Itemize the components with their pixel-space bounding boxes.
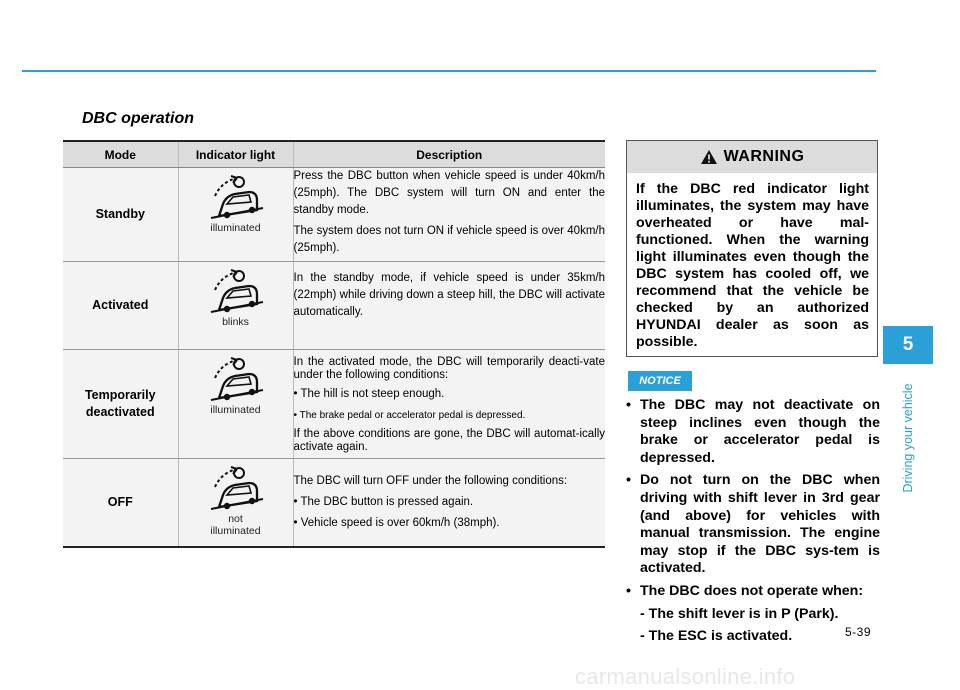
description-text: • The brake pedal or accelerator pedal is depressed.	[293, 410, 526, 421]
table-row	[63, 168, 605, 262]
description-text: • The hill is not steep enough.	[293, 388, 445, 400]
header-description: Description	[293, 141, 605, 168]
section-title: DBC operation	[82, 110, 194, 127]
description-text: Press the DBC button when vehicle speed is under 40km/h (25mph). The DBC system will turn ON and enter the standby mode.	[293, 170, 605, 216]
mode-activated: Activated	[63, 262, 178, 350]
notice-badge: NOTICE	[628, 371, 692, 391]
warning-title: WARNING	[723, 148, 805, 165]
warning-triangle-icon	[700, 149, 718, 165]
chapter-label: Driving your vehicle	[901, 383, 915, 493]
warning-text: If the DBC red indicator light illuminates, the system may have overheated or have mal-functioned. When the warning light illuminates even though the DBC system has cooled off, we recommend that the vehicle be checked by an authorized HYUNDAI dealer as soon as possible.	[636, 181, 869, 350]
indicator-label: illuminated	[210, 404, 261, 416]
description-text: The DBC will turn OFF under the following conditions:	[293, 475, 568, 487]
indicator-label: not illuminated	[210, 513, 261, 537]
table-row	[63, 350, 605, 459]
list-item: • Do not turn on the DBC when driving with shift lever in 3rd gear (and above) for vehicles with manual transmission. The engine may stop if the DBC sys-tem is activated.	[626, 472, 880, 578]
page-number: 5-39	[845, 625, 872, 639]
description-text: If the above conditions are gone, the DBC will automat-ically activate again.	[293, 428, 605, 453]
chapter-tab: 5	[883, 326, 933, 364]
top-rule	[22, 70, 876, 72]
description-text: • Vehicle speed is over 60km/h (38mph).	[293, 517, 500, 529]
sub-list-item: - The shift lever is in P (Park).	[640, 605, 839, 622]
table-row	[63, 262, 605, 350]
dbc-car-icon	[207, 268, 265, 314]
mode-temporarily-deactivated: Temporarily deactivated	[63, 350, 178, 459]
table-row	[63, 459, 605, 547]
description-text: • The DBC button is pressed again.	[293, 496, 474, 508]
mode-off: OFF	[63, 459, 178, 547]
list-item: • The DBC does not operate when:	[626, 583, 880, 601]
description-text: In the activated mode, the DBC will temporarily deacti-vate under the following conditions:	[293, 356, 605, 381]
list-item: • The DBC may not deactivate on steep inclines even though the brake or accelerator pedal is depressed.	[626, 397, 880, 467]
mode-standby: Standby	[63, 168, 178, 262]
warning-header	[627, 141, 877, 173]
table-header-row	[63, 141, 605, 168]
dbc-table	[63, 140, 605, 548]
description-text: In the standby mode, if vehicle speed is under 35km/h (22mph) while driving down a steep hill, the DBC will activate automatically.	[293, 272, 605, 318]
header-mode: Mode	[63, 141, 178, 168]
indicator-label: blinks	[222, 316, 249, 328]
dbc-car-icon	[207, 465, 265, 511]
header-indicator-light: Indicator light	[178, 141, 293, 168]
dbc-car-icon	[207, 174, 265, 220]
dbc-car-icon	[207, 356, 265, 402]
notice-list	[626, 397, 880, 651]
warning-box	[626, 140, 878, 357]
description-text: The system does not turn ON if vehicle speed is over 40km/h (25mph).	[293, 225, 605, 254]
indicator-label: illuminated	[210, 222, 261, 234]
sub-list-item: - The ESC is activated.	[640, 628, 793, 645]
watermark: carmanualsonline.info	[575, 664, 796, 689]
